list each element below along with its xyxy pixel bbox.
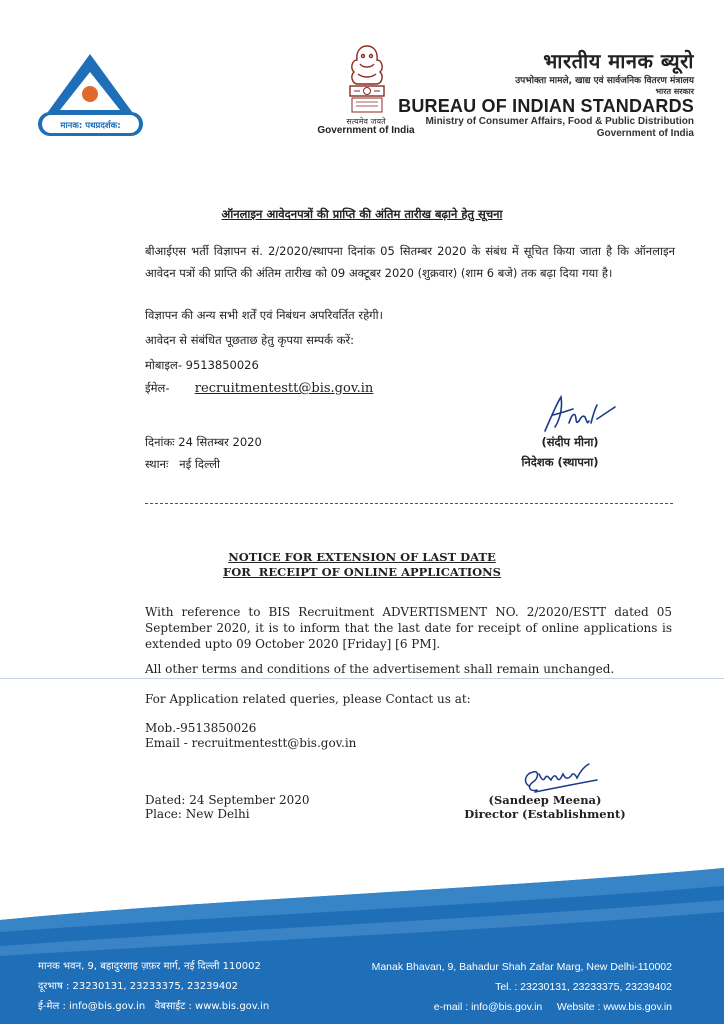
english-notice-title-line1: NOTICE FOR EXTENSION OF LAST DATE	[228, 550, 496, 564]
national-emblem-icon	[330, 38, 405, 118]
footer-phone-english: Tel. : 23230131, 23233375, 23239402	[495, 981, 672, 993]
section-divider	[145, 503, 673, 504]
logo-text: मानक: पथप्रदर्शक:	[60, 121, 121, 131]
faint-rule	[0, 678, 724, 679]
hindi-email-link[interactable]: recruitmentestt@bis.gov.in	[194, 381, 374, 396]
footer-address-english: Manak Bhavan, 9, Bahadur Shah Zafar Marg, New Delhi-110002	[371, 961, 672, 973]
bis-logo	[38, 50, 143, 140]
hindi-terms: विज्ञापन की अन्य सभी शर्तें एवं निबंधन अपरिवर्तित रहेगी।	[145, 308, 383, 322]
footer-phone-hindi: दूरभाष : 23230131, 23233375, 23239402	[38, 981, 238, 992]
english-date: Dated: 24 September 2020	[145, 793, 310, 807]
emblem-motto: सत्यमेव जयते	[346, 117, 386, 126]
hindi-mobile: मोबाइल- 9513850026	[145, 358, 259, 372]
org-name-english: BUREAU OF INDIAN STANDARDS	[398, 96, 694, 116]
english-place: Place: New Delhi	[145, 807, 250, 821]
footer-email-web-english[interactable]: e-mail : info@bis.gov.in Website : www.bis.gov.in	[433, 1001, 672, 1013]
hindi-notice-title: ऑनलाइन आवेदनपत्रों की प्राप्ति की अंतिम तारीख बढ़ाने हेतु सूचना	[221, 207, 503, 221]
english-signature	[515, 756, 600, 796]
hindi-place: स्थानः नई दिल्ली	[145, 457, 220, 471]
hindi-contact: आवेदन से संबंधित पूछताछ हेतु कृपया सम्पर्क करें:	[145, 333, 355, 347]
hindi-email-label: ईमेल-	[145, 381, 170, 395]
emblem-caption: Government of India	[317, 125, 415, 136]
ministry-english: Ministry of Consumer Affairs, Food & Public Distribution	[425, 116, 694, 127]
footer-english-contact	[372, 957, 672, 1017]
footer-email-web-hindi[interactable]: ई-मेल : info@bis.gov.in वेबसाईट : www.bis.gov.in	[38, 1001, 270, 1012]
english-signatory-name: (Sandeep Meena)	[488, 793, 602, 807]
footer-address-hindi: मानक भवन, 9, बहादुरशाह ज़फ़र मार्ग, नई दिल्ली 110002	[38, 961, 261, 972]
hindi-notice-paragraph: बीआईएस भर्ती विज्ञापन सं. 2/2020/स्थापना दिनांक 05 सितम्बर 2020 के संबंध में सूचित किया जाता है कि ऑनलाइन आवेदन पत्रों की प्राप्ति की अंतिम तारीख को 09 अक्टूबर 2020 (शुक्रवार) (शाम 6 बजे) तक बढ़ा दिया गया है।	[145, 244, 675, 280]
english-contact: For Application related queries, please Contact us at:	[145, 692, 471, 706]
ministry-hindi: उपभोक्ता मामले, खाद्य एवं सार्वजनिक वितरण मंत्रालय	[515, 76, 694, 86]
english-notice-title-line2: FOR RECEIPT OF ONLINE APPLICATIONS	[223, 565, 501, 579]
english-signatory-title: Director (Establishment)	[464, 807, 626, 821]
hindi-email-row	[145, 381, 373, 396]
hindi-signatory-name: (संदीप मीना)	[541, 435, 599, 449]
hindi-signatory-title: निदेशक (स्थापना)	[521, 455, 599, 469]
hindi-date: दिनांकः 24 सितम्बर 2020	[145, 435, 262, 449]
english-email[interactable]: Email - recruitmentestt@bis.gov.in	[145, 736, 357, 750]
government-hindi: भारत सरकार	[655, 87, 694, 96]
english-notice-paragraph: With reference to BIS Recruitment ADVERTISMENT NO. 2/2020/ESTT dated 05 September 2020, it is to inform that the last date for receipt of online applications is extended upto 09 October 2020 [Friday] [6 PM].	[145, 605, 672, 651]
government-english: Government of India	[596, 128, 694, 139]
english-mobile: Mob.-9513850026	[145, 721, 257, 735]
hindi-signature	[537, 393, 617, 438]
footer-hindi-contact	[38, 957, 269, 1017]
english-terms: All other terms and conditions of the advertisement shall remain unchanged.	[145, 662, 615, 676]
org-name-hindi: भारतीय मानक ब्यूरो	[543, 49, 694, 73]
